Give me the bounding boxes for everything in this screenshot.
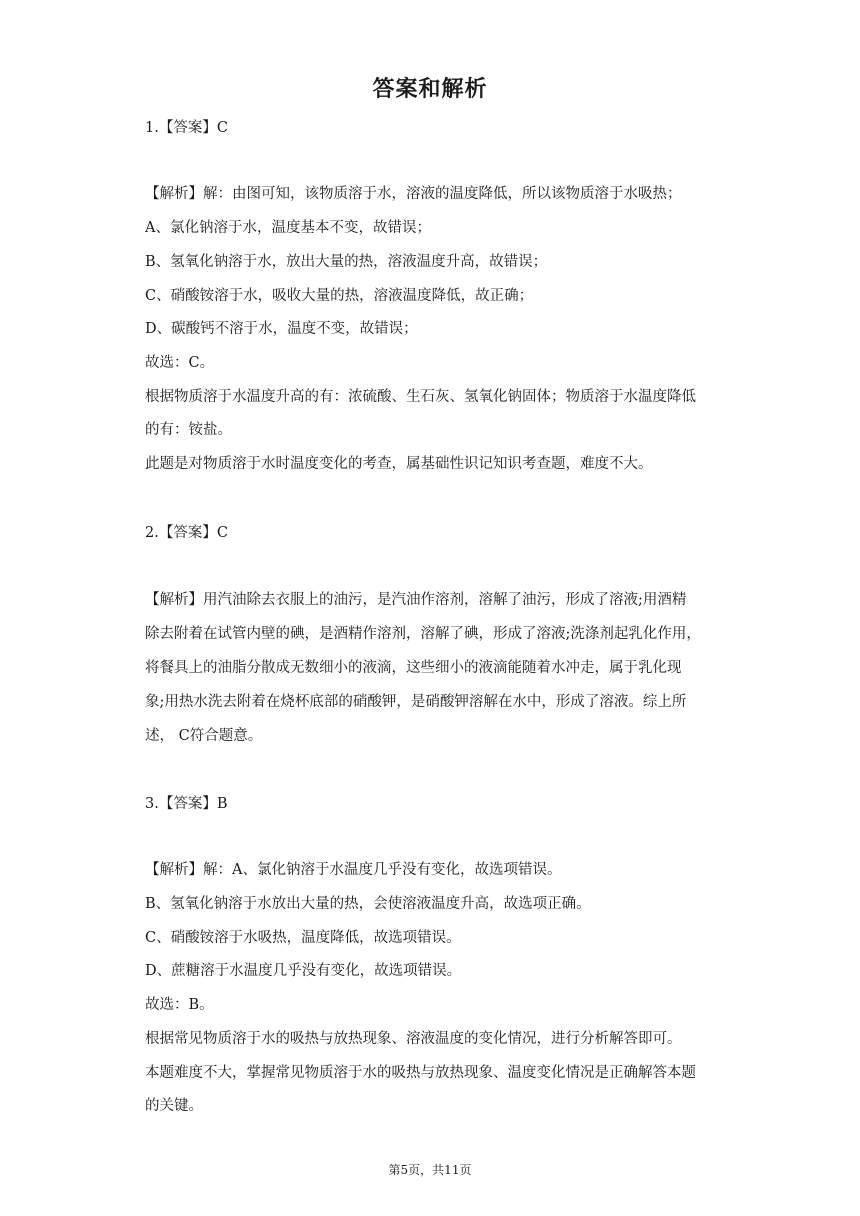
analysis-line: D、蔗糖溶于水温度几乎没有变化，故选项错误。 (145, 963, 462, 979)
analysis-line: 的有：铵盐。 (145, 422, 232, 438)
analysis-line: 述， C符合题意。 (145, 728, 263, 744)
analysis-line: C、硝酸铵溶于水，吸收大量的热，溶液温度降低，故正确； (145, 288, 534, 304)
answer-line-q3: 3.【答案】B (145, 796, 228, 812)
answer-line-q1: 1.【答案】C (145, 120, 228, 136)
analysis-line: D、碳酸钙不溶于水，温度不变，故错误； (145, 321, 418, 337)
analysis-line: C、硝酸铵溶于水吸热，温度降低，故选项错误。 (145, 930, 461, 946)
analysis-line: 根据常见物质溶于水的吸热与放热现象、溶液温度的变化情况，进行分析解答即可。 (145, 1031, 682, 1047)
analysis-line: 此题是对物质溶于水时温度变化的考查，属基础性识记知识考查题，难度不大。 (145, 456, 653, 472)
analysis-line: B、氢氧化钠溶于水放出大量的热，会使溶液温度升高，故选项正确。 (145, 896, 591, 912)
analysis-line: 根据物质溶于水温度升高的有：浓硫酸、生石灰、氢氧化钠固体；物质溶于水温度降低 (145, 389, 696, 405)
answer-line-q2: 2.【答案】C (145, 525, 228, 541)
analysis-line: 本题难度不大，掌握常见物质溶于水的吸热与放热现象、温度变化情况是正确解答本题 (145, 1065, 696, 1081)
analysis-line: A、氯化钠溶于水，温度基本不变，故错误； (145, 220, 431, 236)
analysis-line: 除去附着在试管内壁的碘，是酒精作溶剂，溶解了碘，形成了溶液;洗涤剂起乳化作用， (145, 626, 701, 642)
analysis-line: 【解析】解：由图可知，该物质溶于水，溶液的温度降低，所以该物质溶于水吸热； (145, 186, 682, 202)
analysis-line: B、氢氧化钠溶于水，放出大量的热，溶液温度升高，故错误； (145, 254, 548, 270)
analysis-line: 故选：C。 (145, 355, 215, 371)
analysis-line: 象;用热水洗去附着在烧杯底部的硝酸钾，是硝酸钾溶解在水中，形成了溶液。综上所 (145, 694, 687, 710)
page-title: 答案和解析 (372, 77, 488, 102)
analysis-line: 的关键。 (145, 1098, 203, 1114)
analysis-line: 故选：B。 (145, 997, 214, 1013)
analysis-line: 【解析】解：A、氯化钠溶于水温度几乎没有变化，故选项错误。 (145, 862, 562, 878)
page-footer: 第5页，共11页 (388, 1163, 472, 1177)
analysis-line: 【解析】用汽油除去衣服上的油污，是汽油作溶剂，溶解了油污，形成了溶液;用酒精 (145, 592, 687, 608)
analysis-line: 将餐具上的油脂分散成无数细小的液滴，这些细小的液滴能随着水冲走，属于乳化现 (145, 660, 682, 676)
